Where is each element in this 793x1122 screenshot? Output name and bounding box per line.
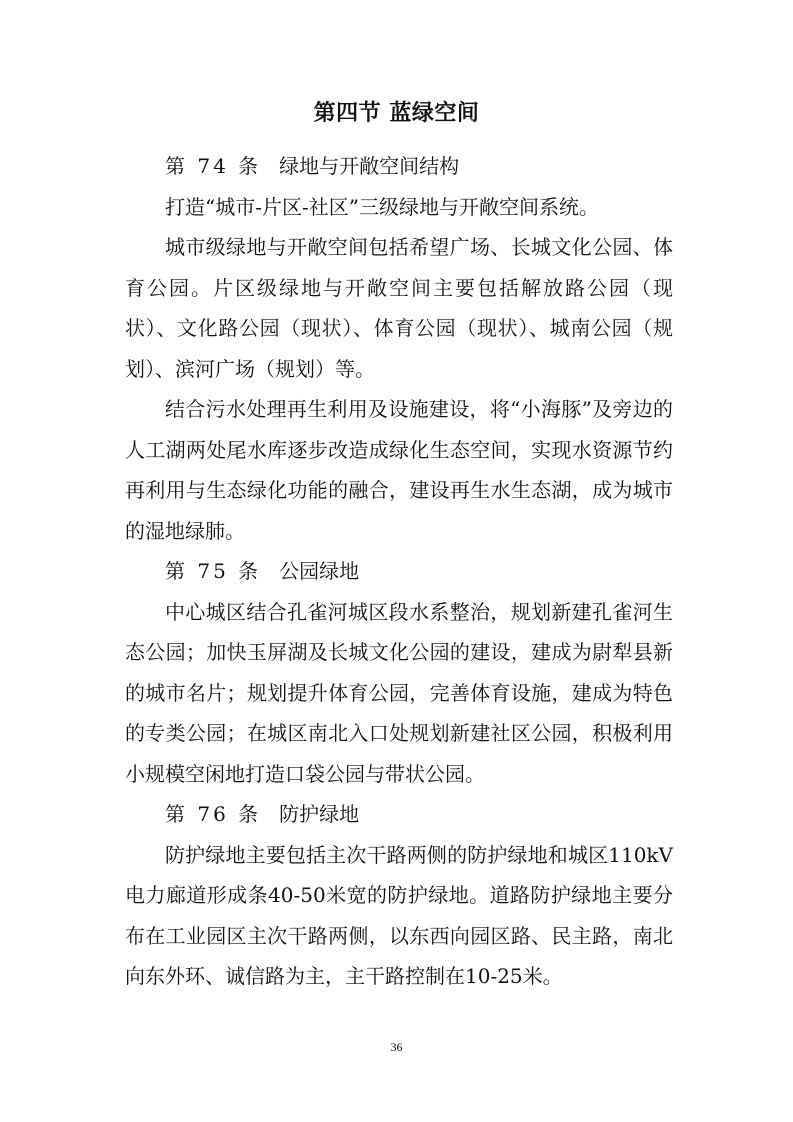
article-76: [125, 794, 673, 997]
paragraph: 结合污水处理再生利用及设施建设，将“小海豚”及旁边的人工湖两处尾水库逐步改造成绿化生态空间，实现水资源节约再利用与生态绿化功能的融合，建设再生水生态湖，成为城市的湿地绿肺。: [125, 397, 673, 543]
section-title: 第四节 蓝绿空间: [313, 101, 480, 126]
paragraph: 打造“城市-片区-社区”三级绿地与开敞空间系统。: [165, 194, 599, 219]
article-74: [125, 146, 673, 551]
article-heading: [125, 794, 673, 835]
article-number: 第 76 条: [165, 802, 262, 826]
article-heading: [125, 146, 673, 187]
paragraph: 防护绿地主要包括主次干路两侧的防护绿地和城区110kV电力廊道形成条40-50米宽的防护绿地。道路防护绿地主要分布在工业园区主次干路两侧，以东西向园区路、民主路，南北向东外环、诚信路为主，主干路控制在10-25米。: [125, 842, 673, 988]
article-number: 第 74 条: [165, 154, 262, 178]
article-title: 绿地与开敞空间结构: [279, 154, 460, 178]
article-title: 公园绿地: [279, 559, 360, 583]
page-number: 36: [390, 1040, 403, 1054]
paragraph: 城市级绿地与开敞空间包括希望广场、长城文化公园、体育公园。片区级绿地与开敞空间主要包括解放路公园（现状）、文化路公园（现状）、体育公园（现状）、城南公园（规划）、滨河广场（规划）等。: [125, 235, 673, 381]
paragraph: 中心城区结合孔雀河城区段水系整治，规划新建孔雀河生态公园；加快玉屏湖及长城文化公园的建设，建成为尉犁县新的城市名片；规划提升体育公园，完善体育设施，建成为特色的专类公园；在城区南北入口处规划新建社区公园，积极利用小规模空闲地打造口袋公园与带状公园。: [125, 599, 673, 786]
article-heading: [125, 551, 673, 592]
article-title: 防护绿地: [279, 802, 360, 826]
article-75: [125, 551, 673, 794]
article-number: 第 75 条: [165, 559, 262, 583]
